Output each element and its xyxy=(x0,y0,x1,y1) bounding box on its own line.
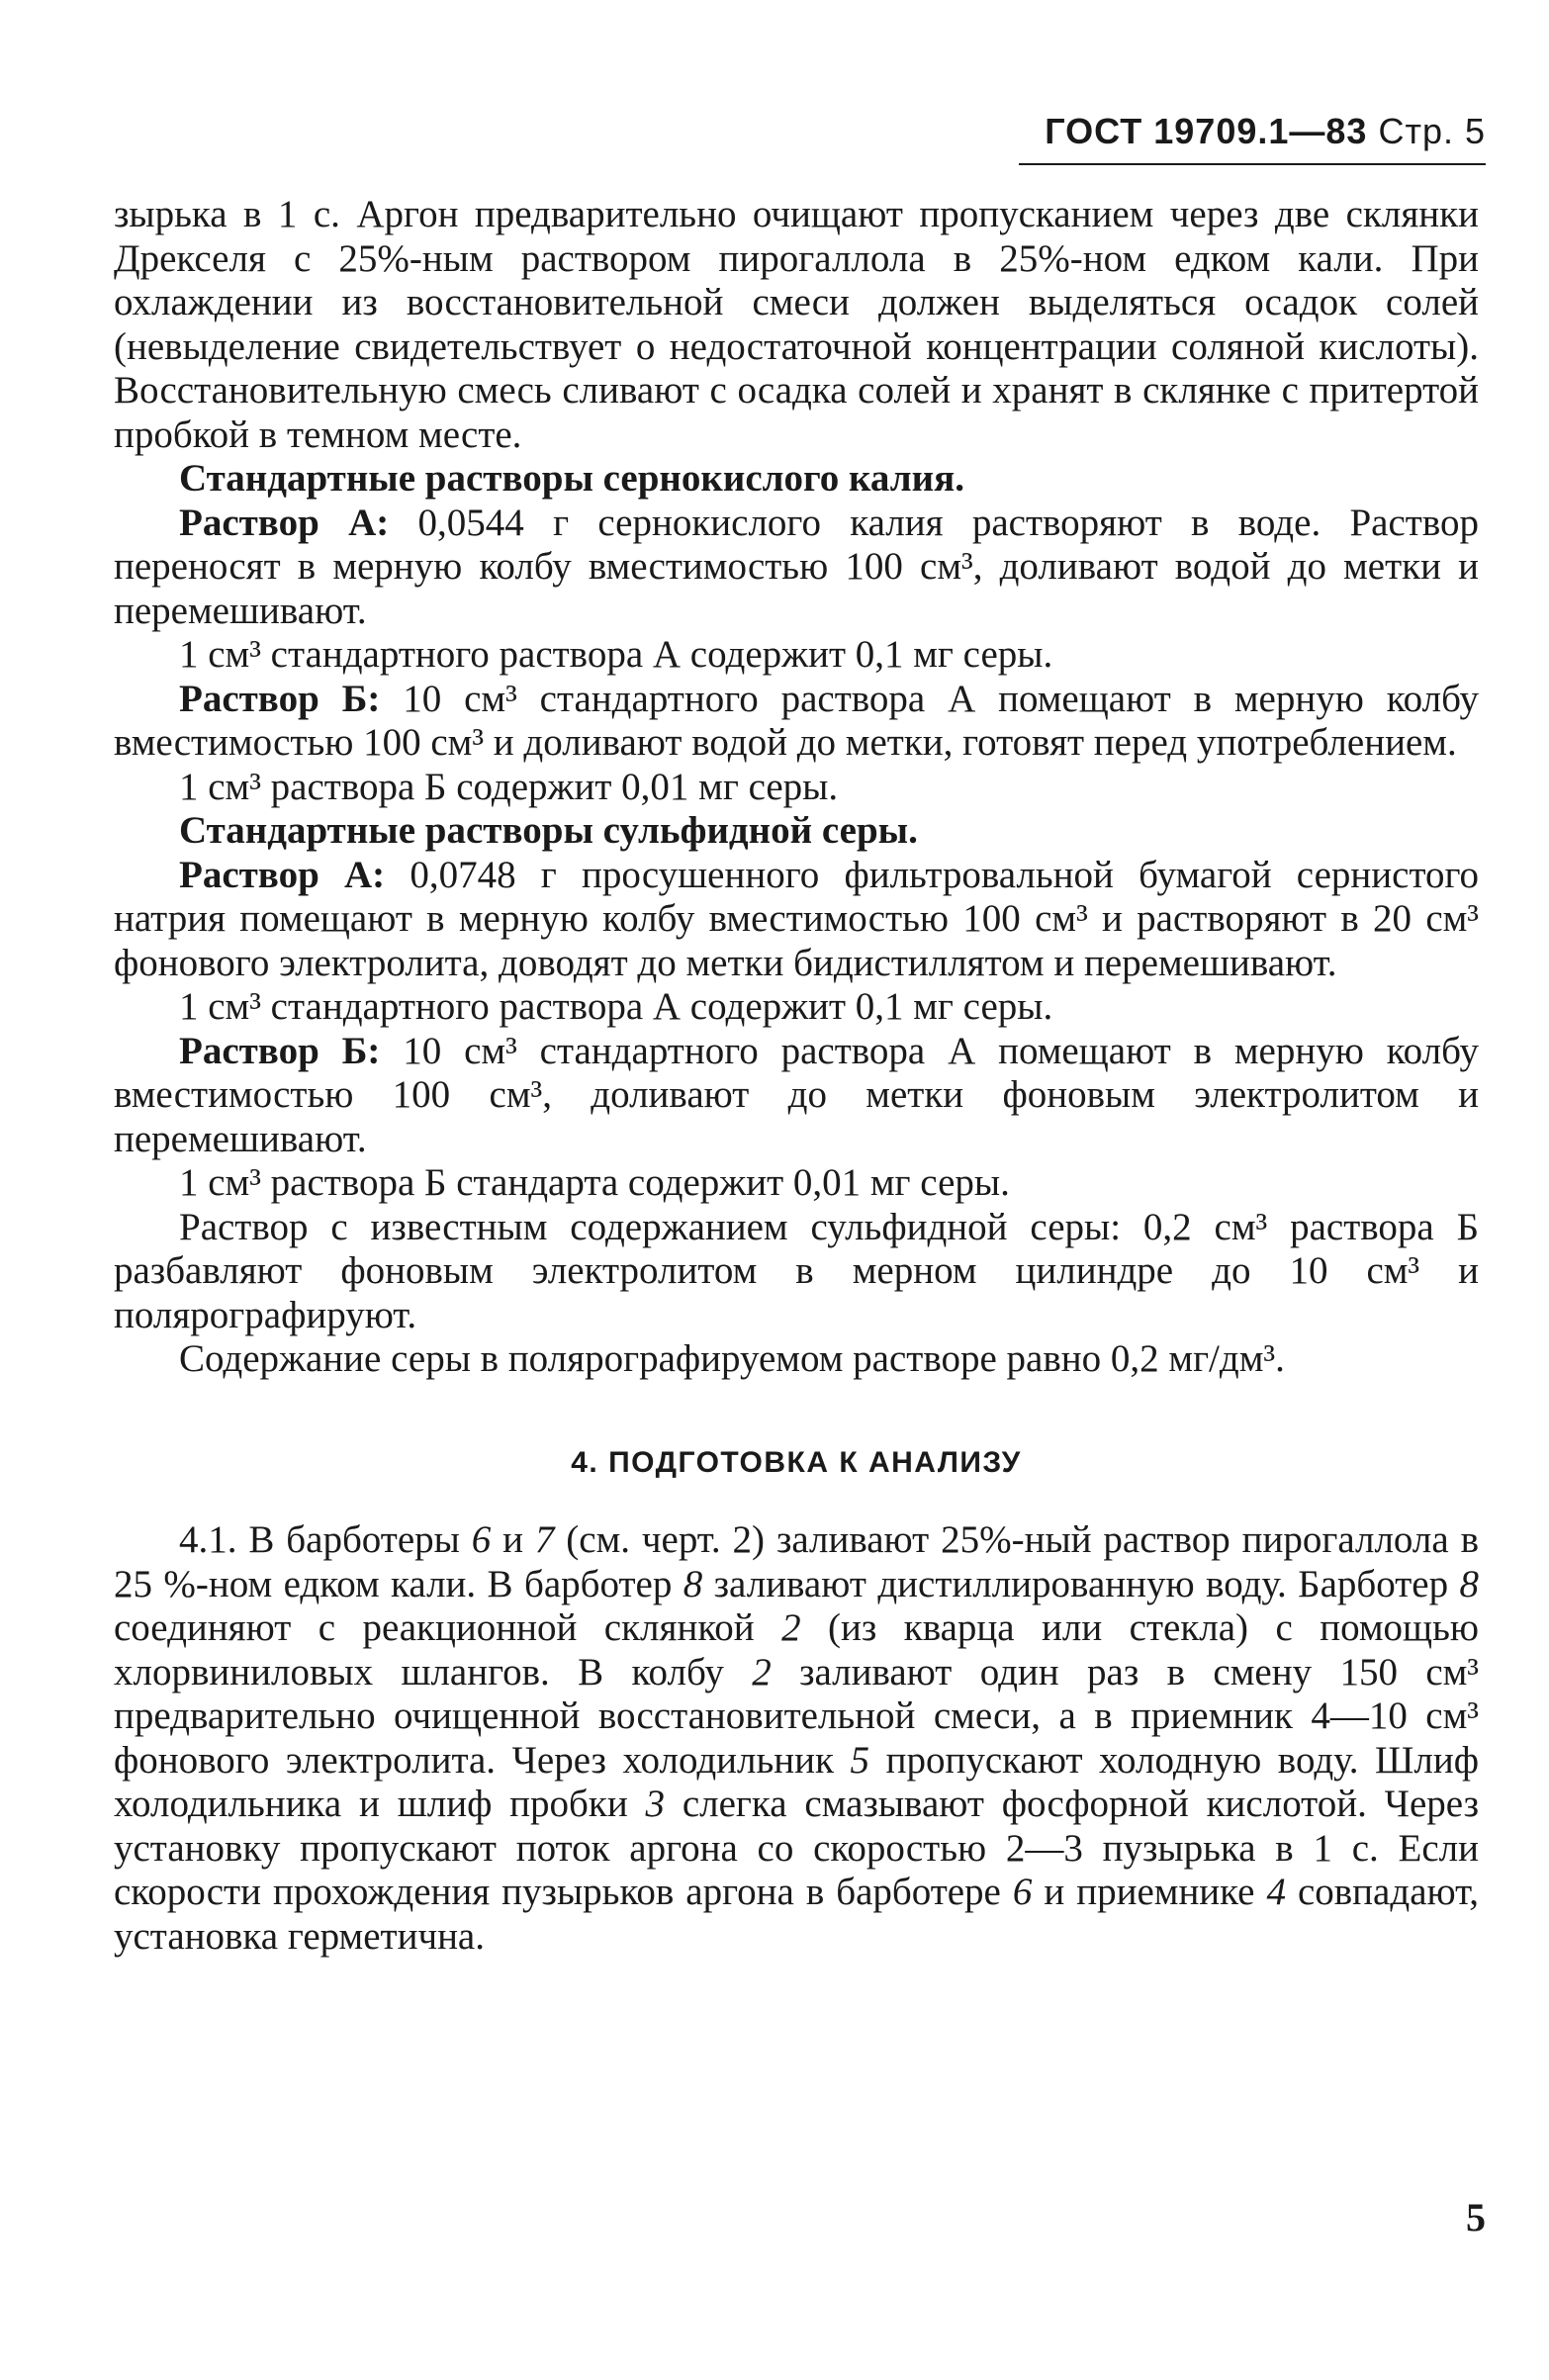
ref-number: 8 xyxy=(1459,1562,1479,1605)
ref-number: 7 xyxy=(534,1518,555,1561)
paragraph-solution-a-content: 1 см³ стандартного раствора А содержит 0,1 мг серы. xyxy=(179,633,1053,676)
page-header xyxy=(1045,111,1486,152)
solution-b-label: Раствор Б: xyxy=(179,1029,381,1072)
section-title: 4. ПОДГОТОВКА К АНАЛИЗУ xyxy=(571,1445,1022,1479)
paragraph-solution-a-sulfate xyxy=(114,502,1479,634)
text-run: заливают дистиллированную воду. Барботер xyxy=(702,1562,1460,1605)
subheading-sulfate-standards: Стандартные растворы сернокислого калия. xyxy=(179,457,964,500)
ref-number: 5 xyxy=(850,1738,870,1782)
solution-b-text: 10 см³ стандартного раствора А помещают в мерную колбу вместимостью 100 см³ и доливают водой до метки, готовят перед употреблением. xyxy=(114,677,1479,764)
paragraph-solution-b-sulfide-content: 1 см³ раствора Б стандарта содержит 0,01 мг серы. xyxy=(179,1161,1010,1204)
header-rule xyxy=(1019,163,1486,165)
text-run: (см. черт. 2) заливают 25%-ный раствор пирогаллола в 25 %-ном едком кали. В барботер xyxy=(114,1518,1479,1605)
text-run: (из кварца или стекла) с помощью хлорвиниловых шлангов. В колбу xyxy=(114,1606,1479,1693)
ref-number: 6 xyxy=(1012,1871,1033,1913)
solution-a-label: Раствор А: xyxy=(179,501,390,544)
paragraph-sulfur-content: Содержание серы в полярографируемом растворе равно 0,2 мг/дм³. xyxy=(179,1337,1285,1380)
subheading-sulfide-standards: Стандартные растворы сульфидной серы. xyxy=(179,809,918,852)
solution-b-text: 10 см³ стандартного раствора А помещают в мерную колбу вместимостью 100 см³, доливают до метки фоновым электролитом и перемешивают. xyxy=(114,1029,1479,1160)
paragraph-4-1 xyxy=(114,1518,1479,1959)
ref-number: 8 xyxy=(683,1562,703,1605)
text-run: и приемнике xyxy=(1032,1871,1267,1913)
text-run: и xyxy=(491,1518,535,1561)
solution-b-label: Раствор Б: xyxy=(179,677,381,720)
page-number: 5 xyxy=(1466,2195,1486,2240)
paragraph-solution-b-sulfide xyxy=(114,1030,1479,1162)
body-text xyxy=(114,193,1479,1959)
paragraph-solution-b-sulfate xyxy=(114,678,1479,766)
ref-number: 6 xyxy=(471,1518,492,1561)
page-label: Стр. 5 xyxy=(1378,111,1486,151)
text-run: совпадают, установка герметична. xyxy=(114,1871,1479,1958)
paragraph-solution-b-content: 1 см³ раствора Б содержит 0,01 мг серы. xyxy=(179,765,839,808)
paragraph-solution-a-sulfide-content: 1 см³ стандартного раствора А содержит 0,1 мг серы. xyxy=(179,985,1053,1028)
paragraph-known-sulfide: Раствор с известным содержанием сульфидной серы: 0,2 см³ раствора Б разбавляют фоновым электролитом в мерном цилиндре до 10 см³ и полярографируют. xyxy=(114,1205,1479,1336)
ref-number: 4 xyxy=(1266,1871,1286,1913)
solution-a-label: Раствор А: xyxy=(179,853,386,896)
text-run: соединяют с реакционной склянкой xyxy=(114,1606,782,1649)
ref-number: 2 xyxy=(781,1606,801,1649)
text-run: слегка смазывают фосфорной кислотой. Через установку пропускают поток аргона со скоростью 2—3 пузырька в 1 с. Если скорости прохождения пузырьков аргона в барботере xyxy=(114,1783,1479,1913)
text-run: пропускают холодную воду. Шлиф холодильника и шлиф пробки xyxy=(114,1738,1480,1825)
paragraph-continuation: зырька в 1 с. Аргон предварительно очищают пропусканием через две склянки Дрекселя с 25%-ным раствором пирогаллола в 25%-ном едком кали. При охлаждении из восстановительной смеси должен выделяться осадок солей (невыделение свидетельствует о недостаточной концентрации соляной кислоты). Восстановительную смесь сливают с осадка солей и хранят в склянке с притертой пробкой в темном месте. xyxy=(114,193,1479,456)
text-run: заливают один раз в смену 150 см³ предварительно очищенной восстановительной смеси, а в приемник 4—10 см³ фонового электролита. Через холодильник xyxy=(114,1650,1480,1782)
ref-number: 2 xyxy=(752,1650,772,1693)
paragraph-solution-a-sulfide xyxy=(114,854,1479,986)
solution-a-text: 0,0544 г сернокислого калия растворяют в воде. Раствор переносят в мерную колбу вместимостью 100 см³, доливают водой до метки и перемешивают. xyxy=(114,501,1479,632)
solution-a-text: 0,0748 г просушенного фильтровальной бумагой сернистого натрия помещают в мерную колбу вместимостью 100 см³ и растворяют в 20 см³ фонового электролита, доводят до метки бидистиллятом и перемешивают. xyxy=(114,853,1479,984)
standard-code: ГОСТ 19709.1—83 xyxy=(1045,111,1368,151)
ref-number: 3 xyxy=(645,1783,666,1825)
text-run: 4.1. В барботеры xyxy=(179,1518,472,1561)
